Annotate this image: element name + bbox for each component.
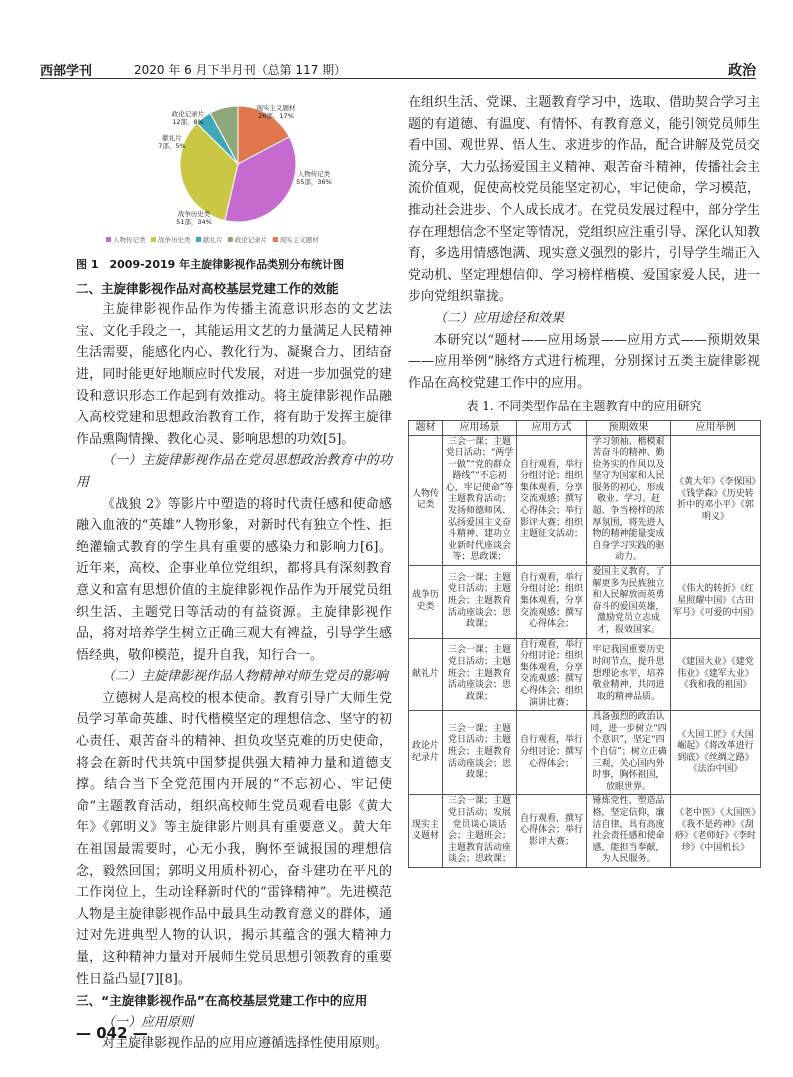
cell-genre: 人物传记类 [409, 435, 443, 566]
legend-swatch [151, 237, 156, 242]
paragraph-moral-education: 立德树人是高校的根本使命。教育引导广大师生党员学习革命英雄、时代楷模坚定的理想信念、坚守的初心责任、艰苦奋斗的精神、担负攻坚克难的历史使命，将会在新时代共筑中国梦提供强大精神力量和道德支撑。结合当下全党范围内开展的“不忘初心、牢记使命”主题教育活动，组织高校师生党员观看电影《黄大年》《郭明义》等主旋律影片则具有重要意义。黄大年在祖国最需要时，心无小我，胸怀至诚报国的理想信念，毅然回国；郭明义用质朴初心，奋斗建功在平凡的工作岗位上，生动诠释新时代的“雷锋精神”。先进模范人物是主旋律影视作品中最具生动教育意义的群体，通过对先进典型人物的认识，揭示其蕴含的强大精神力量，这种精神力量对开展师生党员思想引领教育的重要性日益凸显[7][8]。 [76, 690, 392, 987]
cell-method: 自行观看，撰写心得体会；举行影评大赛； [517, 795, 587, 868]
right-column [408, 92, 760, 868]
application-table [408, 420, 761, 868]
header-rule [40, 78, 756, 79]
issue-info: 2020 年 6 月下半月刊（总第 117 期） [134, 63, 347, 77]
legend-swatch [273, 237, 278, 242]
slice-value: 12部，8% [172, 118, 204, 126]
legend-label: 人物传记类 [113, 236, 146, 244]
header-genre: 题材 [409, 420, 443, 435]
page-header [40, 48, 756, 78]
table-row [409, 435, 761, 566]
slice-value: 7部，5% [158, 142, 186, 150]
cell-scene: 三会一课；主题党日活动；主题班会；主题教育活动座谈会；思政课； [443, 566, 517, 639]
header-examples: 应用举例 [671, 420, 761, 435]
cell-effect: 爱国主义教育，了解更多为民族独立和人民解放而英勇奋斗的爱国英雄，激励党员立志成才，报效国家。 [587, 566, 671, 639]
cell-genre: 献礼片 [409, 638, 443, 711]
cell-method: 自行观看，举行分组讨论；组织集体观看，分享交流观感；撰写心得体会；举行影评大赛；组织主题征文活动； [517, 435, 587, 566]
subheading-ideological-education: （一）主旋律影视作品在党员思想政治教育中的功用 [76, 453, 392, 490]
slice-label: 政论记录片 [171, 110, 205, 118]
slice-label: 战争历史类 [177, 210, 211, 218]
cell-scene: 三会一课；主题党日活动；主题班会；主题教育活动座谈会；思政课； [443, 638, 517, 711]
paragraph-organization-life: 在组织生活、党课、主题教育学习中，选取、借助契合学习主题的有道德、有温度、有情怀、有教育意义，能引领党员师生看中国、观世界、悟人生、求进步的作品，配合讲解及党员交流分享，大力弘扬爱国主义精神、艰苦奋斗精神，传播社会主流价值观，促使高校党员能坚定初心，牢记使命，学习模范，推动社会进步、个人成长成才。在党员发展过程中，部分学生存在理想信念不坚定等情况，党组织应注重引导、深化认知教育，多选用情感饱满、现实意义强烈的影片，引导学生端正入党动机、坚定理想信仰、学习榜样楷模、爱国家爱人民，进一步向党组织靠拢。 [408, 95, 760, 305]
section-heading-2: 二、主旋律影视作品对高校基层党建工作的效能 [76, 280, 339, 296]
cell-examples: 《老中医》《大国医》《我不是药神》《刮痧》《老师好》《李时珍》《中国机长》 [671, 795, 761, 868]
cell-genre: 战争历史类 [409, 566, 443, 639]
slice-label: 现实主义题材 [256, 104, 296, 112]
left-column [76, 92, 392, 1055]
table-caption: 表 1. 不同类型作品在主题教育中的应用研究 [466, 399, 702, 414]
table-row [409, 795, 761, 868]
cell-examples: 《黄大年》《李保国》《钱学森》《历史转折中的邓小平》《郭明义》 [671, 435, 761, 566]
cell-scene: 三会一课；主题党日活动；主题班会；主题教育活动座谈会；思政课； [443, 711, 517, 795]
subheading-character-spirit: （二）主旋律影视作品人物精神对师生党员的影响 [102, 669, 389, 685]
cell-method: 自行观看，举行分组讨论；组织集体观看，分享交流观感；撰写心得体会；组织演讲比赛； [517, 638, 587, 711]
header-scene: 应用场景 [443, 420, 517, 435]
page-number: — 042 — [76, 1024, 148, 1042]
legend-label: 战争历史类 [158, 236, 191, 244]
pie-chart [76, 92, 392, 252]
cell-examples: 《建国大业》《建党伟业》《建军大业》《我和我的祖国》 [671, 638, 761, 711]
cell-effect: 牢记我国重要历史时间节点，提升思想理论水平，培养敬业精神、共同进取的精神品质。 [587, 638, 671, 711]
slice-label: 献礼片 [162, 134, 182, 142]
section-heading-3: 三、“主旋律影视作品”在高校基层党建工作中的应用 [76, 993, 368, 1009]
header-effect: 预期效果 [587, 420, 671, 435]
cell-examples: 《伟大的转折》《红星照耀中国》《古田军号》《可爱的中国》 [671, 566, 761, 639]
table-row [409, 566, 761, 639]
paragraph-research-approach: 本研究以“题材——应用场景——应用方式——预期效果——应用举例”脉络方式进行梳理，分别探讨五类主旋律影视作品在高校党建工作中的应用。 [408, 332, 760, 391]
table-row [409, 638, 761, 711]
legend-swatch [106, 237, 111, 242]
cell-effect: 具备强烈的政治认同，进一步树立“四个意识”，坚定“四个自信”；树立正确三观，关心国内外时事，胸怀祖国，放眼世界。 [587, 711, 671, 795]
cell-scene: 三会一课；主题党日活动；“两学一做”“党的群众路线”“不忘初心，牢记使命”等主题教育活动；发扬师德师风、弘扬爱国主义奋斗精神、建功立业新时代座谈会等；思政课； [443, 435, 517, 566]
subheading-methods: （二）应用途径和效果 [434, 310, 565, 326]
cell-examples: 《大国工匠》《大国崛起》《将改革进行到底》《丝绸之路》《法治中国》 [671, 711, 761, 795]
slice-value: 55部，36% [296, 178, 332, 186]
paragraph-wolf-warrior: 《战狼 2》等影片中塑造的将时代责任感和使命感融入血液的“英雄”人物形象，对新时代有独立个性、拒绝灌输式教育的学生具有重要的感染力和影响力[6]。近年来，高校、企事业单位党组织，都将具有深刻教育意义和富有思想价值的主旋律影视作品作为开展党员组织生活、主题党日等活动的有益资源。主旋律影视作品，将对培养学生树立正确三观大有裨益，引导学生感悟经典，敬仰模范，提升自我，知行合一。 [76, 496, 392, 663]
cell-method: 自行观看，举行分组讨论；撰写心得体会； [517, 711, 587, 795]
cell-scene: 三会一课；主题党日活动；发展党员谈心谈话会；主题班会；主题教育活动座谈会；思政课； [443, 795, 517, 868]
subheading-principles: （一）应用原则 [102, 1014, 194, 1030]
section-label: 政治 [728, 63, 756, 79]
cell-genre: 政论片纪录片 [409, 711, 443, 795]
paragraph-efficacy: 主旋律影视作品作为传播主流意识形态的文艺法宝、文化手段之一，其能运用文艺的力量满足人民精神生活需要，能感化内心、教化行为、凝聚合力、团结奋进，同时能更好地顺应时代发展，对进一步加强党的建设和意识形态工作起到有效推动。将主旋律影视作品融入高校党建和思想政治教育工作，将有助于发挥主旋律作品熏陶情操、教化心灵、影响思想的功效[5]。 [76, 302, 392, 447]
slice-value: 26部，17% [258, 112, 294, 120]
table-row [409, 711, 761, 795]
legend-label: 政论记录片 [234, 236, 268, 244]
slice-label: 人物传记类 [297, 170, 331, 178]
cell-effect: 锤炼党性、塑造品格，坚定信仰，廉洁自律，具有高度社会责任感和使命感，能担当奉献，为人民服务。 [587, 795, 671, 868]
legend-label: 现实主义题材 [279, 236, 319, 244]
legend-swatch [196, 237, 201, 242]
header-method: 应用方式 [517, 420, 587, 435]
cell-genre: 现实主义题材 [409, 795, 443, 868]
figure-caption: 图 1 2009-2019 年主旋律影视作品类别分布统计图 [76, 258, 345, 271]
table-header-row [409, 420, 761, 435]
journal-name: 西部学刊 [40, 64, 93, 79]
cell-method: 自行观看，举行分组讨论；组织集体观看，分享交流观感；撰写心得体会； [517, 566, 587, 639]
paragraph-selective-use: 对主旋律影视作品的应用应遵循选择性使用原则。 [102, 1036, 389, 1052]
legend-swatch [228, 237, 233, 242]
slice-value: 51部，34% [176, 218, 212, 226]
legend-label: 献礼片 [203, 236, 223, 244]
cell-effect: 学习领袖、楷模艰苦奋斗的精神、勤俭务实的作风以及坚守为国家和人民服务的初心，形成敬业、学习、赶超、争当榜样的浓厚氛围，将先进人物的精神能量变成自身学习实践的驱动力。 [587, 435, 671, 566]
